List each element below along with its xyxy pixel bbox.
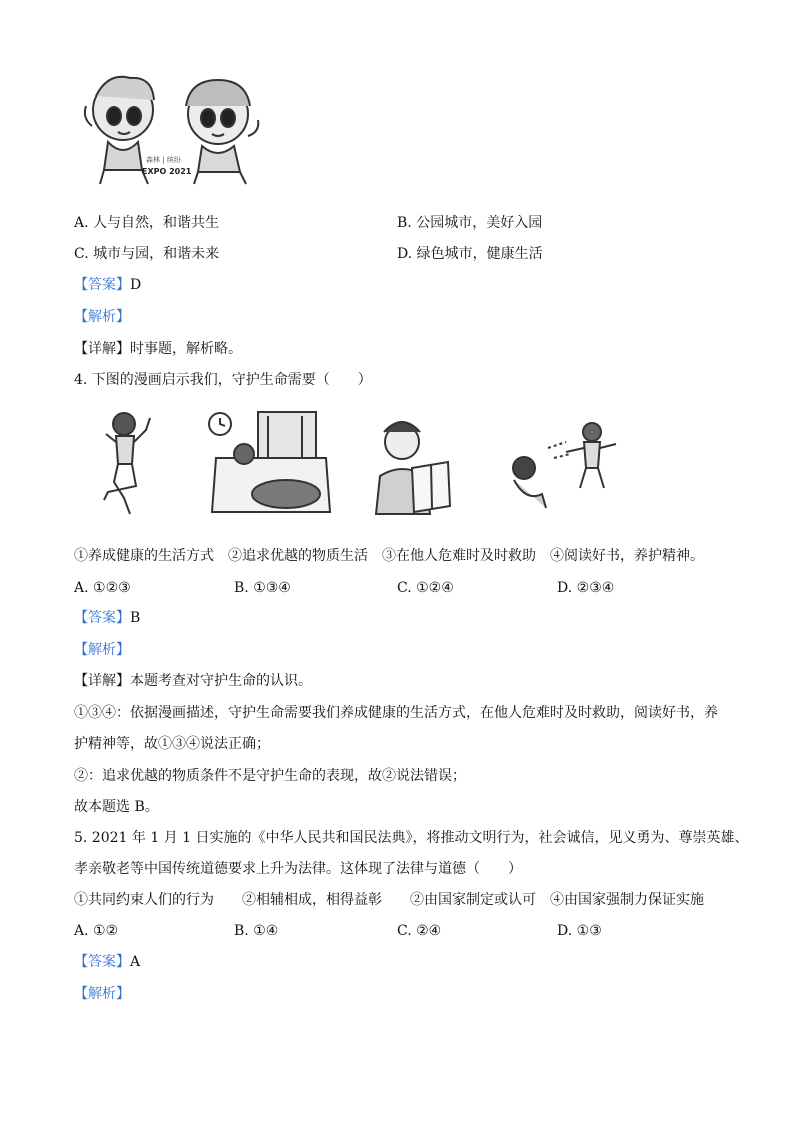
q3-answer: 【答案】D [74, 277, 142, 293]
q3-detail: 【详解】时事题，解析略。 [74, 341, 242, 357]
comic-panels [96, 402, 636, 530]
sleeping-child-icon [209, 412, 330, 512]
comic-svg [96, 402, 636, 530]
q5-option-c: C. ②④ [397, 923, 442, 939]
q4-conclusion: 故本题选 B。 [74, 799, 159, 815]
q4-stem: 4. 下图的漫画启示我们，守护生命需要（ ） [74, 372, 372, 388]
q4-option-d: D. ②③④ [557, 580, 615, 596]
q4-explain-2: ②：追求优越的物质条件不是守护生命的表现，故②说法错误； [74, 768, 466, 784]
mascot-illustration [78, 66, 278, 190]
q5-option-a: A. ①② [74, 923, 119, 939]
q4-option-a: A. ①②③ [74, 580, 131, 596]
logo-caption-2: EXPO 2021 [142, 167, 192, 176]
mascot-svg [78, 66, 278, 190]
q4-detail: 【详解】本题考查对守护生命的认识。 [74, 673, 312, 689]
q3-option-c: C. 城市与园，和谐未来 [74, 246, 220, 262]
q5-answer: 【答案】A [74, 954, 141, 970]
q5-option-b: B. ①④ [234, 923, 279, 939]
q5-stem-line-1: 5. 2021 年 1 月 1 日实施的《中华人民共和国民法典》，将推动文明行为，社会诚信，见义勇为、尊崇英雄、 [74, 830, 749, 846]
q5-statements: ①共同约束人们的行为 ②相辅相成，相得益彰 ②由国家制定或认可 ④由国家强制力保证实施 [74, 892, 704, 908]
q4-answer: 【答案】B [74, 610, 141, 626]
q3-analysis: 【解析】 [74, 309, 130, 325]
running-girl-icon [104, 413, 150, 514]
q4-statements: ①养成健康的生活方式 ②追求优越的物质生活 ③在他人危难时及时救助 ④阅读好书，养护精神。 [74, 548, 704, 564]
q3-option-b: B. 公园城市，美好入园 [397, 215, 543, 231]
q5-analysis: 【解析】 [74, 986, 130, 1002]
q5-stem-line-2: 孝亲敬老等中国传统道德要求上升为法律。这体现了法律与道德（ ） [74, 861, 522, 877]
q4-explain-1b: 护精神等，故①③④说法正确； [74, 736, 270, 752]
q4-option-c: C. ①②④ [397, 580, 454, 596]
q5-option-d: D. ①③ [557, 923, 602, 939]
q4-analysis: 【解析】 [74, 642, 130, 658]
helping-person-icon [513, 423, 616, 508]
logo-caption-1: 森林 | 缤纷 [146, 156, 181, 164]
q4-option-b: B. ①③④ [234, 580, 291, 596]
q4-explain-1a: ①③④：依据漫画描述，守护生命需要我们养成健康的生活方式，在他人危难时及时救助，阅读好书，养 [74, 705, 718, 721]
q3-option-d: D. 绿色城市，健康生活 [397, 246, 543, 262]
boy-reading-icon [376, 422, 450, 514]
q3-option-a: A. 人与自然，和谐共生 [74, 215, 220, 231]
